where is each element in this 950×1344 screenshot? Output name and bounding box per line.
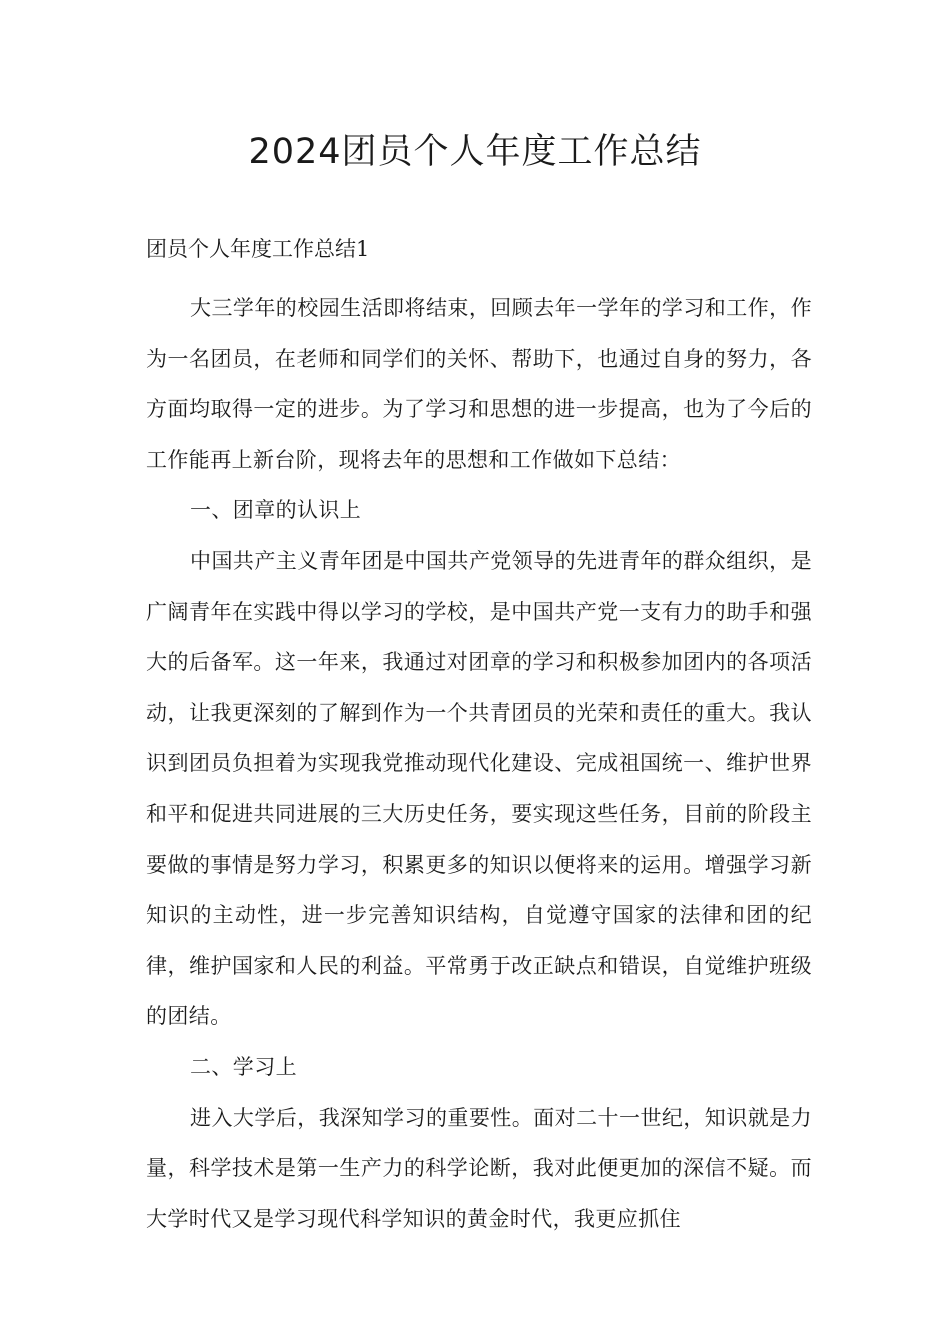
document-body (146, 283, 812, 1244)
document-title: 2024团员个人年度工作总结 (248, 132, 702, 172)
section-subtitle: 团员个人年度工作总结1 (146, 237, 370, 261)
heading-study: 二、学习上 (190, 1054, 297, 1079)
study-paragraph: 进入大学后，我深知学习的重要性。面对二十一世纪，知识就是力量，科学技术是第一生产力的科学论断，我对此便更加的深信不疑。而大学时代又是学习现代科学知识的黄金时代，我更应抓住 (146, 1105, 812, 1231)
heading-league-charter: 一、团章的认识上 (190, 498, 362, 523)
league-charter-paragraph: 中国共产主义青年团是中国共产党领导的先进青年的群众组织，是广阔青年在实践中得以学习的学校，是中国共产党一支有力的助手和强大的后备军。这一年来，我通过对团章的学习和积极参加团内的各项活动，让我更深刻的了解到作为一个共青团员的光荣和责任的重大。我认识到团员负担着为实现我党推动现代化建设、完成祖国统一、维护世界和平和促进共同进展的三大历史任务，要实现这些任务，目前的阶段主要做的事情是努力学习，积累更多的知识以便将来的运用。增强学习新知识的主动性，进一步完善知识结构，自觉遵守国家的法律和团的纪律，维护国家和人民的利益。平常勇于改正缺点和错误，自觉维护班级的团结。 (146, 548, 812, 1029)
intro-paragraph: 大三学年的校园生活即将结束，回顾去年一学年的学习和工作，作为一名团员，在老师和同学们的关怀、帮助下，也通过自身的努力，各方面均取得一定的进步。为了学习和思想的进一步提高，也为了今后的工作能再上新台阶，现将去年的思想和工作做如下总结： (146, 296, 812, 472)
